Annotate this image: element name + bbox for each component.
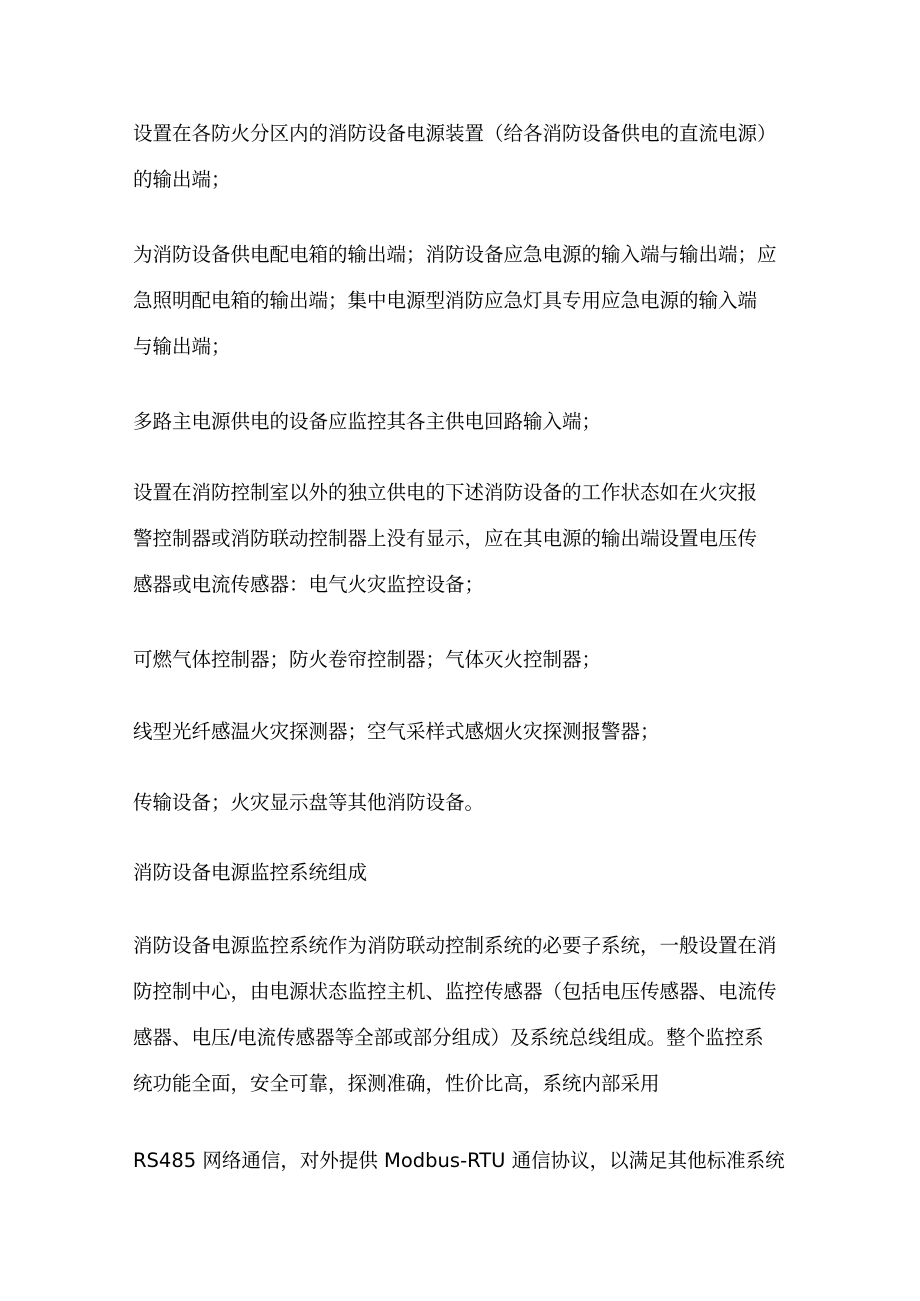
paragraph-9: RS485 网络通信，对外提供 Modbus-RTU 通信协议，以满足其他标准系统 [133, 1149, 785, 1172]
paragraph-4: 设置在消防控制室以外的独立供电的下述消防设备的工作状态如在火灾报 警控制器或消防联动控制器上没有显示，应在其电源的输出端设置电压传 感器或电流传感器：电气火灾监控设备； [133, 481, 758, 596]
section-heading: 消防设备电源监控系统组成 [133, 861, 368, 884]
paragraph-3: 多路主电源供电的设备应监控其各主供电回路输入端； [133, 410, 602, 433]
paragraph-2: 为消防设备供电配电箱的输出端；消防设备应急电源的输入端与输出端；应 急照明配电箱的输出端；集中电源型消防应急灯具专用应急电源的输入端 与输出端； [133, 243, 777, 358]
paragraph-7: 传输设备；火灾显示盘等其他消防设备。 [133, 791, 485, 814]
paragraph-1: 设置在各防火分区内的消防设备电源装置（给各消防设备供电的直流电源） 的输出端； [133, 122, 777, 191]
paragraph-5: 可燃气体控制器；防火卷帘控制器；气体灭火控制器； [133, 648, 602, 671]
paragraph-8: 消防设备电源监控系统作为消防联动控制系统的必要子系统，一般设置在消 防控制中心，由电源状态监控主机、监控传感器（包括电压传感器、电流传 感器、电压/电流传感器等全部或部分组成）及系统总线组成。整个监控系 统功能全面，安全可靠，探测准确，性价比高，系统内部采用 [133, 934, 777, 1095]
paragraph-6: 线型光纤感温火灾探测器；空气采样式感烟火灾探测报警器； [133, 720, 660, 743]
